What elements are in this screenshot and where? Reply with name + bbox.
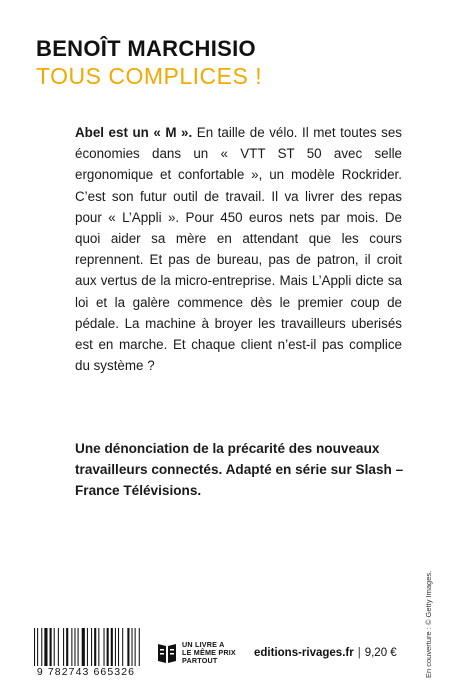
footer-separator: | [357, 647, 361, 659]
book-icon [156, 641, 178, 665]
publisher-url: editions-rivages.fr [254, 647, 354, 659]
book-title: TOUS COMPLICES ! [36, 63, 263, 89]
cover-credit: En couverture : © Getty Images. [424, 570, 433, 678]
barcode-bars [30, 628, 142, 668]
fixed-price-text [182, 641, 236, 665]
blurb-lead: Abel est un « M ». [75, 125, 193, 140]
barcode [30, 628, 142, 680]
isbn-number: 9 782743 665326 [36, 666, 136, 678]
blurb-body: En taille de vélo. Il met toutes ses économies dans un « VTT ST 50 avec selle ergonomique et confortable », un modèle Rockrider. C’est son futur outil de travail. Il va livrer des repas pour « L’Appli ». Pour 450 euros nets par mois. De quoi aider sa mère en attendant que les cours reprennent. Et pas de bureau, pas de patron, il croit aux vertus de la micro-entreprise. Mais L’Appli dicte sa loi et la galère commence dès le premier coup de pédale. La machine à broyer les travailleurs uberisés est en marche. Et chaque client n’est-il pas complice du système ? [75, 125, 402, 374]
fixed-price-line-3: PARTOUT [182, 656, 218, 665]
fixed-price-label [156, 640, 236, 666]
fixed-price-line-1: UN LIVRE A [182, 640, 225, 649]
book-price: 9,20 € [364, 647, 397, 659]
tagline: Une dénonciation de la précarité des nouveaux travailleurs connectés. Adapté en série sur Slash – France Télévisions. [75, 441, 404, 499]
footer-info [254, 647, 397, 659]
author-name: BENOÎT MARCHISIO [36, 36, 256, 61]
fixed-price-line-2: LE MÊME PRIX [182, 648, 236, 657]
back-cover-blurb [75, 122, 402, 376]
